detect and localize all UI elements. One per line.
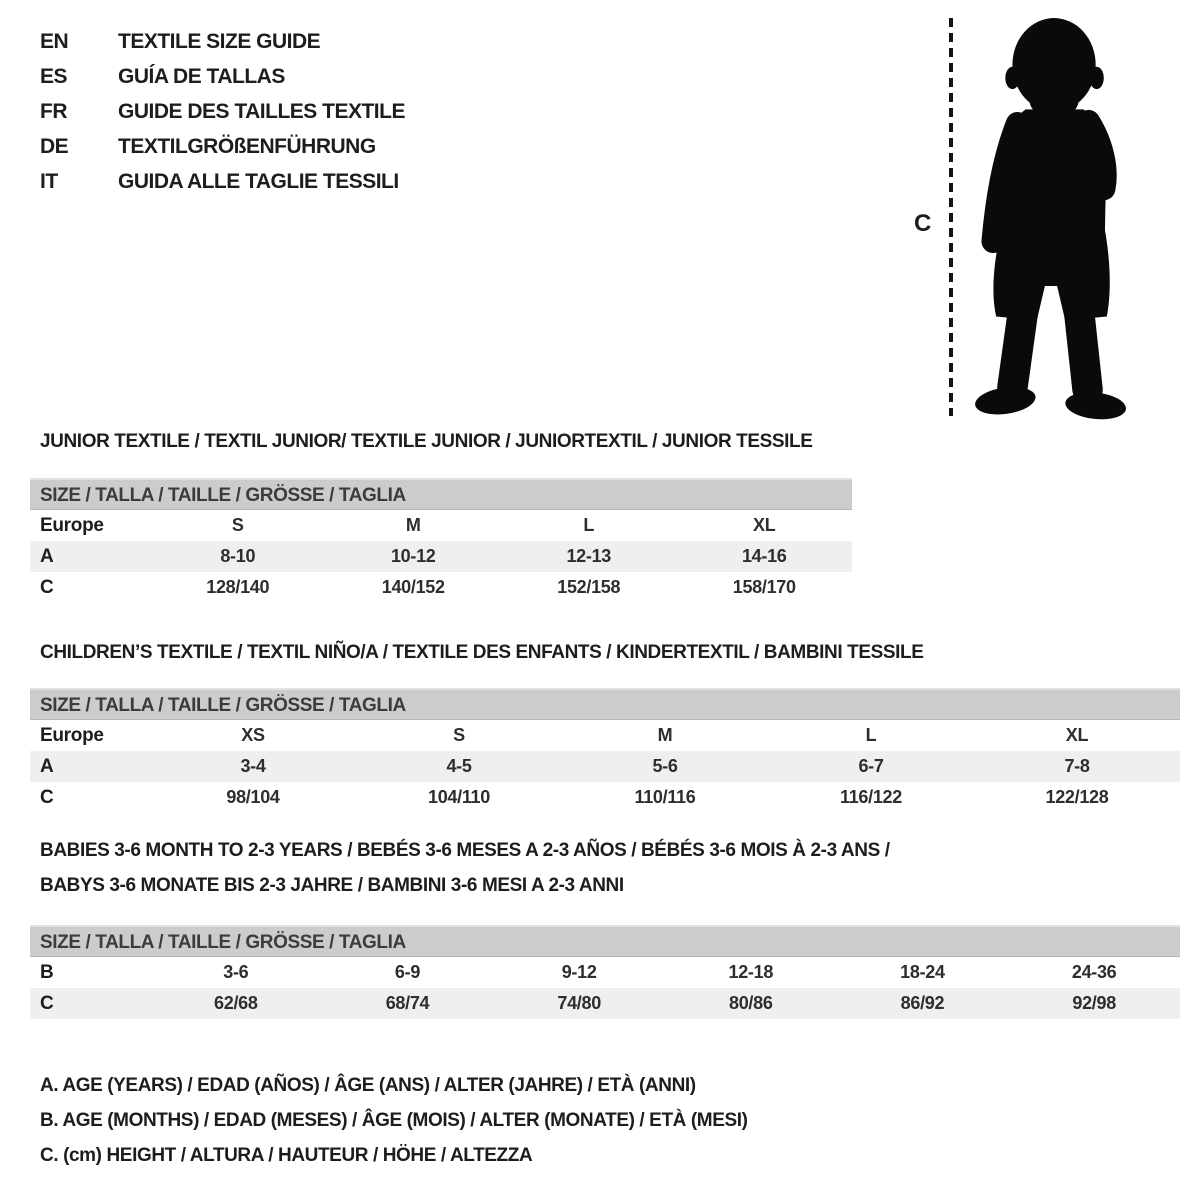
table-cell: XL <box>753 515 776 535</box>
height-measure-label: C <box>914 210 932 237</box>
junior-section-title: JUNIOR TEXTILE / TEXTIL JUNIOR/ TEXTILE JUNIOR / JUNIORTEXTIL / JUNIOR TESSILE <box>40 431 813 452</box>
language-label: TEXTILGRÖßENFÜHRUNG <box>118 134 376 158</box>
table-cell: 10-12 <box>390 546 436 566</box>
children-section-title: CHILDREN’S TEXTILE / TEXTIL NIÑO/A / TEXTILE DES ENFANTS / KINDERTEXTIL / BAMBINI TESSILE <box>40 642 924 663</box>
language-code: ES <box>40 64 68 88</box>
junior-table <box>30 510 852 603</box>
table-row <box>30 541 852 572</box>
table-cell: 3-4 <box>240 756 266 776</box>
row-label: C <box>40 786 54 808</box>
legend-line-b: B. AGE (MONTHS) / EDAD (MESES) / ÂGE (MOIS) / ALTER (MONATE) / ETÀ (MESI) <box>40 1110 748 1131</box>
junior-size-table <box>30 478 852 603</box>
language-row <box>40 164 405 199</box>
table-cell: S <box>453 725 465 745</box>
table-row <box>30 988 1180 1019</box>
table-cell: 14-16 <box>741 546 787 566</box>
table-cell: 9-12 <box>561 962 597 982</box>
row-label: C <box>40 992 54 1014</box>
language-row <box>40 94 405 129</box>
baby-silhouette-icon <box>962 14 1140 420</box>
table-row <box>30 751 1180 782</box>
row-label: C <box>40 576 54 598</box>
table-cell: 80/86 <box>729 993 773 1013</box>
table-cell: 68/74 <box>385 993 430 1013</box>
language-label: GUIDA ALLE TAGLIE TESSILI <box>118 169 399 193</box>
table-cell: 62/68 <box>214 993 258 1013</box>
table-cell: 110/116 <box>634 787 696 807</box>
language-list <box>40 24 405 199</box>
table-row <box>30 510 852 541</box>
table-cell: L <box>583 515 595 535</box>
babies-section-title-line1: BABIES 3-6 MONTH TO 2-3 YEARS / BEBÉS 3-6 MESES A 2-3 AÑOS / BÉBÉS 3-6 MOIS À 2-3 ANS / <box>40 840 890 861</box>
row-label: Europe <box>40 514 104 536</box>
language-code: IT <box>40 169 58 193</box>
babies-table <box>30 957 1180 1019</box>
row-label: A <box>40 545 54 567</box>
table-cell: 5-6 <box>652 756 678 776</box>
language-code: EN <box>40 29 69 53</box>
children-table <box>30 720 1180 813</box>
table-cell: 24-36 <box>1071 962 1117 982</box>
babies-section-title-line2: BABYS 3-6 MONATE BIS 2-3 JAHRE / BAMBINI 3-6 MESI A 2-3 ANNI <box>40 875 624 896</box>
legend <box>40 1068 748 1173</box>
table-cell: 7-8 <box>1064 756 1090 776</box>
table-cell: 158/170 <box>732 577 796 597</box>
table-row <box>30 572 852 603</box>
table-cell: 140/152 <box>381 577 445 597</box>
table-cell: 4-5 <box>446 756 472 776</box>
table-cell: 3-6 <box>223 962 249 982</box>
table-cell: 104/110 <box>428 787 490 807</box>
language-row <box>40 24 405 59</box>
language-row <box>40 59 405 94</box>
table-cell: 92/98 <box>1072 993 1116 1013</box>
table-cell: 128/140 <box>206 577 270 597</box>
table-cell: 86/92 <box>900 993 945 1013</box>
language-code: FR <box>40 99 67 123</box>
height-measure-dashed-line <box>949 18 953 416</box>
table-cell: 8-10 <box>220 546 256 566</box>
size-header-bar: SIZE / TALLA / TAILLE / GRÖSSE / TAGLIA <box>30 925 1180 957</box>
language-row <box>40 129 405 164</box>
table-row <box>30 957 1180 988</box>
language-label: TEXTILE SIZE GUIDE <box>118 29 321 53</box>
table-cell: 6-9 <box>394 962 421 982</box>
legend-line-a: A. AGE (YEARS) / EDAD (AÑOS) / ÂGE (ANS) / ALTER (JAHRE) / ETÀ (ANNI) <box>40 1075 696 1096</box>
table-cell: 98/104 <box>226 787 280 807</box>
table-row <box>30 782 1180 813</box>
table-cell: M <box>405 515 421 535</box>
row-label: B <box>40 961 54 983</box>
table-cell: XL <box>1065 725 1089 745</box>
size-header-bar: SIZE / TALLA / TAILLE / GRÖSSE / TAGLIA <box>30 688 1180 720</box>
table-cell: 12-18 <box>728 962 774 982</box>
row-label: A <box>40 755 54 777</box>
table-cell: XS <box>241 725 265 745</box>
language-code: DE <box>40 134 69 158</box>
language-label: GUÍA DE TALLAS <box>118 64 285 88</box>
row-label: Europe <box>40 724 104 746</box>
table-cell: L <box>865 725 877 745</box>
size-header-bar: SIZE / TALLA / TAILLE / GRÖSSE / TAGLIA <box>30 478 852 510</box>
language-label: GUIDE DES TAILLES TEXTILE <box>118 99 405 123</box>
table-cell: 12-13 <box>566 546 612 566</box>
table-cell: 18-24 <box>900 962 945 982</box>
table-row <box>30 720 1180 751</box>
table-cell: 74/80 <box>557 993 601 1013</box>
table-cell: S <box>231 515 244 535</box>
table-cell: 116/122 <box>840 787 902 807</box>
legend-line-c: C. (cm) HEIGHT / ALTURA / HAUTEUR / HÖHE / ALTEZZA <box>40 1145 533 1166</box>
table-cell: M <box>657 725 673 745</box>
table-cell: 152/158 <box>557 577 621 597</box>
table-cell: 122/128 <box>1045 787 1109 807</box>
table-cell: 6-7 <box>858 756 884 776</box>
babies-size-table <box>30 925 1180 1019</box>
children-size-table <box>30 688 1180 813</box>
